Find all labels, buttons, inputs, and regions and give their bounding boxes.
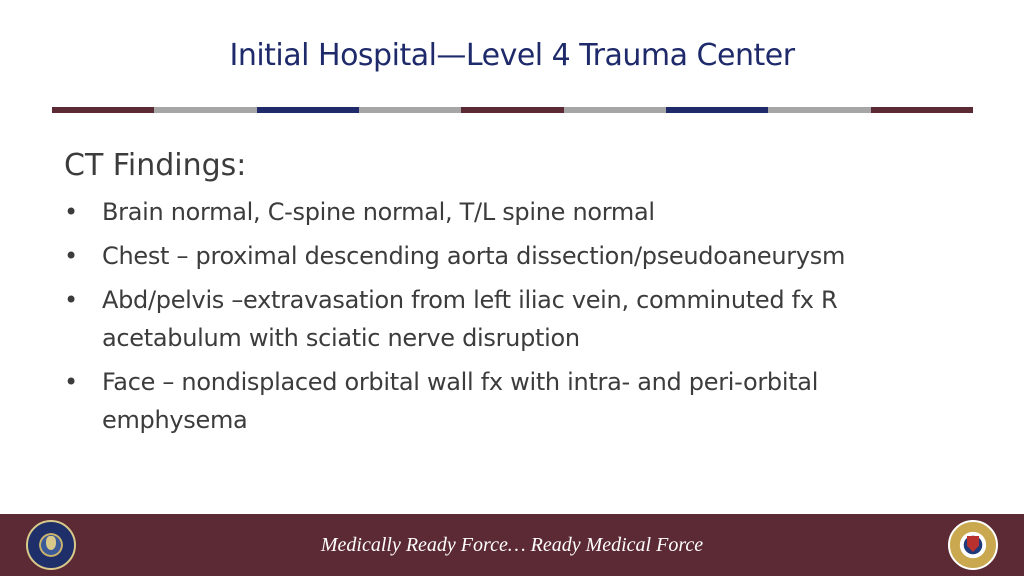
list-item: • Face – nondisplaced orbital wall fx with intra- and peri-orbital emphysema [64, 363, 964, 439]
stripe-segment [768, 107, 870, 113]
stripe-segment [52, 107, 154, 113]
footer-tagline: Medically Ready Force… Ready Medical Force [320, 534, 704, 556]
stripe-segment [359, 107, 461, 113]
list-item: • Abd/pelvis –extravasation from left iliac vein, comminuted fx R acetabulum with sciatic nerve disruption [64, 281, 964, 357]
stripe-segment [666, 107, 768, 113]
slide-title: Initial Hospital—Level 4 Trauma Center [229, 38, 795, 73]
list-item: • Chest – proximal descending aorta dissection/pseudoaneurysm [64, 237, 964, 275]
usuhs-seal-icon [948, 520, 998, 570]
findings-list [64, 193, 964, 439]
stripe-segment [871, 107, 973, 113]
footer-bar [0, 514, 1024, 576]
list-item: • Brain normal, C-spine normal, T/L spine normal [64, 193, 964, 231]
stripe-segment [564, 107, 666, 113]
stripe-segment [461, 107, 563, 113]
divider-stripe [52, 107, 973, 113]
slide-content [64, 148, 964, 445]
stripe-segment [154, 107, 256, 113]
stripe-segment [257, 107, 359, 113]
section-heading: CT Findings: [64, 148, 247, 183]
